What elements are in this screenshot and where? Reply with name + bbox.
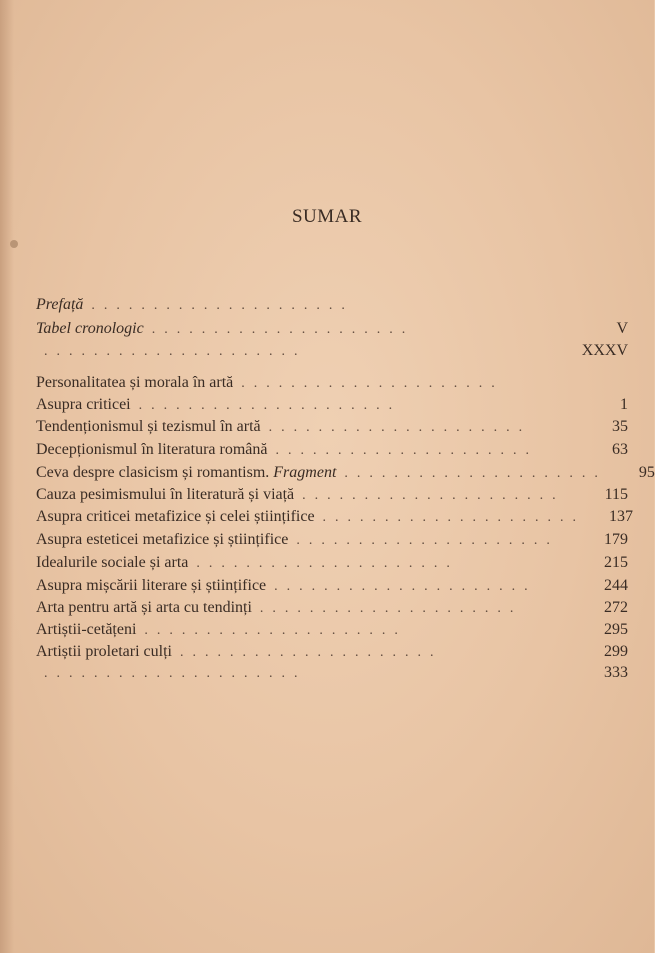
leader-dots: ..................... [196, 556, 459, 571]
toc-entry-label: Decepționismul în literatura română [36, 441, 268, 458]
leader-dots: ..................... [274, 579, 537, 594]
toc-entry-label: Cauza pesimismului în literatură și viață [36, 486, 295, 503]
toc-entry-page: 272 [604, 599, 628, 616]
leader-dots: ..................... [296, 533, 559, 548]
leader-dots: ..................... [179, 645, 443, 660]
toc-entry [36, 342, 628, 364]
leader-dots: ..................... [302, 488, 565, 503]
toc-entry [36, 464, 655, 486]
leader-dots: ..................... [268, 420, 532, 435]
toc-entry [36, 320, 628, 342]
leader-dots: ..................... [344, 466, 607, 481]
toc-entry-label: Arta pentru artă și arta cu tendinți [36, 599, 252, 616]
toc-entry-page: 215 [604, 554, 628, 571]
toc-entry-label-fragment: Fragment [273, 464, 337, 481]
toc-entry-page: 63 [612, 441, 628, 458]
toc-entry-label: Asupra criticei metafizice și celei științifice [36, 508, 315, 525]
toc-entry-page: 115 [604, 486, 628, 503]
page-binding-shadow [0, 0, 14, 953]
toc-entry-label: Idealurile sociale și arta [36, 554, 189, 571]
toc-entry-page: 179 [604, 531, 628, 548]
toc-entry-label: Tendenționismul și tezismul în artă [36, 418, 261, 435]
page-title: SUMAR [291, 206, 363, 227]
toc-entry-label [36, 464, 336, 482]
leader-dots: ..................... [259, 601, 523, 616]
toc-entry-page: 1 [620, 396, 628, 413]
toc-entry-label: Asupra esteticei metafizice și științifice [36, 531, 289, 548]
toc-entry [36, 577, 628, 599]
toc-entry-label: Artiștii-cetățeni [36, 621, 137, 638]
toc-entry-label: Tabel cronologic [36, 320, 144, 337]
leader-dots: ..................... [144, 623, 407, 638]
toc-entry [36, 554, 628, 576]
toc-entry [36, 396, 628, 418]
leader-dots: ..................... [322, 510, 586, 525]
leader-dots: ..................... [138, 398, 402, 413]
toc-entry-label: Asupra mișcării literare și științifice [36, 577, 267, 594]
leader-dots: ..................... [275, 443, 538, 458]
paper-stain [10, 240, 18, 248]
toc-entry-page: 35 [612, 418, 628, 435]
toc-entry-label: Prefață [36, 296, 84, 313]
leader-dots: ..................... [44, 344, 307, 359]
toc-entry [36, 508, 634, 530]
toc-entry-page: XXXV [581, 342, 628, 359]
toc-entry [36, 621, 628, 643]
leader-dots: ..................... [91, 298, 354, 313]
toc-entry-page: 244 [604, 577, 628, 594]
toc-entry [36, 441, 628, 463]
toc-entry [36, 643, 628, 665]
toc-entry [36, 418, 628, 440]
toc-entry-page: 95 [638, 464, 655, 481]
leader-dots: ..................... [241, 376, 504, 391]
toc-entry-page: 333 [604, 664, 628, 681]
toc-entry-label: Asupra criticei [36, 396, 131, 413]
toc-entry-page: 299 [604, 643, 628, 660]
toc-entry [36, 296, 628, 318]
toc-entry-label-main: Ceva despre clasicism și romantism. [36, 464, 270, 481]
toc-entry [36, 599, 628, 621]
toc-entry-page: V [616, 320, 628, 337]
toc-entry [36, 374, 628, 396]
toc-entry-label: Artiștii proletari culți [36, 643, 172, 660]
leader-dots: ..................... [44, 666, 307, 681]
toc-entry-page: 295 [604, 621, 628, 638]
toc-entry-page: 137 [609, 508, 634, 525]
leader-dots: ..................... [151, 322, 415, 337]
toc-entry-label: Personalitatea și morala în artă [36, 374, 234, 391]
toc-entry [36, 664, 628, 686]
toc-entry [36, 486, 628, 508]
toc-entry [36, 531, 628, 553]
